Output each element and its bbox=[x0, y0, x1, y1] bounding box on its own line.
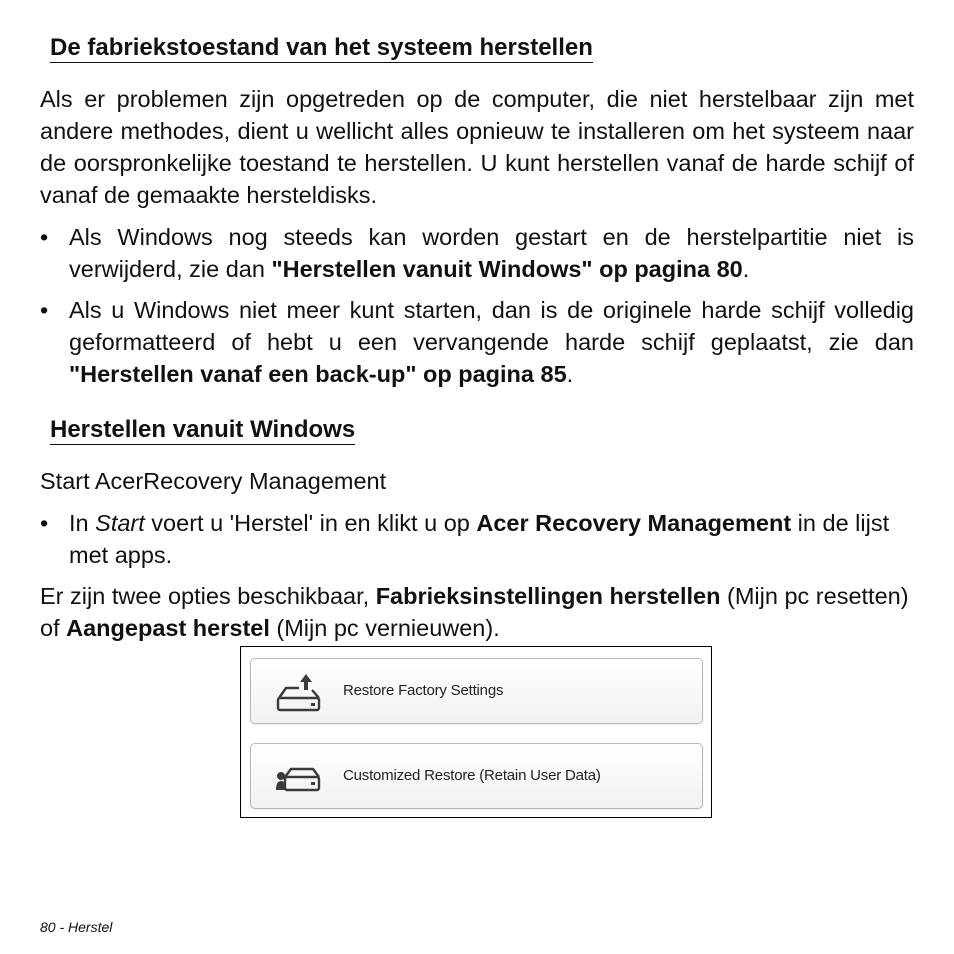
bullet-end: . bbox=[742, 256, 750, 282]
bullet-dot: • bbox=[40, 297, 49, 323]
bullet-item bbox=[40, 221, 914, 285]
options-text-part: (Mijn pc vernieuwen). bbox=[269, 615, 500, 641]
bullet-text bbox=[69, 294, 914, 390]
cross-reference-link[interactable]: "Herstellen vanaf een back-up" op pagina 85 bbox=[69, 361, 567, 387]
start-term: Start bbox=[95, 510, 145, 536]
bullet-text-part: Als u Windows niet meer kunt starten, dan is de originele harde schijf volledig geformatteerd of hebt u een vervangende harde schijf geplaatst, zie dan bbox=[69, 297, 914, 355]
option-factory-name: Fabrieksinstellingen herstellen bbox=[375, 583, 721, 609]
section-heading-factory-restore: De fabriekstoestand van het systeem herstellen bbox=[50, 34, 593, 61]
customized-restore-button[interactable] bbox=[250, 743, 703, 809]
bullet-text-part: Als Windows nog steeds kan worden gestart en de herstelpartitie niet is verwijderd, zie dan bbox=[69, 224, 914, 282]
recovery-screenshot bbox=[240, 646, 712, 818]
button-label: Restore Factory Settings bbox=[343, 682, 504, 699]
app-name: Acer Recovery Management bbox=[476, 510, 792, 536]
intro-paragraph: Als er problemen zijn opgetreden op de computer, die niet herstelbaar zijn met andere methodes, dient u wellicht alles opnieuw te installeren om het systeem naar de oorspronkelijke toestand te herstellen. U kunt herstellen vanaf de harde schijf of vanaf de gemaakte hersteldisks. bbox=[40, 86, 914, 208]
options-paragraph bbox=[40, 580, 914, 644]
bullet-text-part: In bbox=[69, 510, 96, 536]
subtitle-text: Start AcerRecovery Management bbox=[40, 468, 387, 494]
page-footer: 80 - Herstel bbox=[40, 919, 113, 935]
bullet-item bbox=[40, 507, 914, 571]
drive-upload-icon bbox=[273, 671, 321, 713]
bullet-text-part: in de lijst met apps. bbox=[69, 510, 890, 568]
cross-reference-link[interactable]: "Herstellen vanuit Windows" op pagina 80 bbox=[271, 256, 743, 282]
bullet-text bbox=[69, 507, 914, 571]
bullet-item bbox=[40, 294, 914, 390]
restore-factory-settings-button[interactable] bbox=[250, 658, 703, 724]
button-label: Customized Restore (Retain User Data) bbox=[343, 767, 601, 784]
option-custom-name: Aangepast herstel bbox=[66, 615, 270, 641]
section-heading-restore-from-windows: Herstellen vanuit Windows bbox=[50, 416, 356, 443]
bullet-text bbox=[69, 221, 914, 285]
options-text-part: Er zijn twee opties beschikbaar, bbox=[40, 583, 376, 609]
bullet-text-part: voert u 'Herstel' in en klikt u op bbox=[144, 510, 477, 536]
bullet-end: . bbox=[566, 361, 574, 387]
drive-restore-icon bbox=[273, 756, 321, 798]
bullet-dot: • bbox=[40, 510, 49, 536]
bullet-dot: • bbox=[40, 224, 49, 250]
options-text-part: (Mijn pc resetten) of bbox=[40, 583, 909, 641]
